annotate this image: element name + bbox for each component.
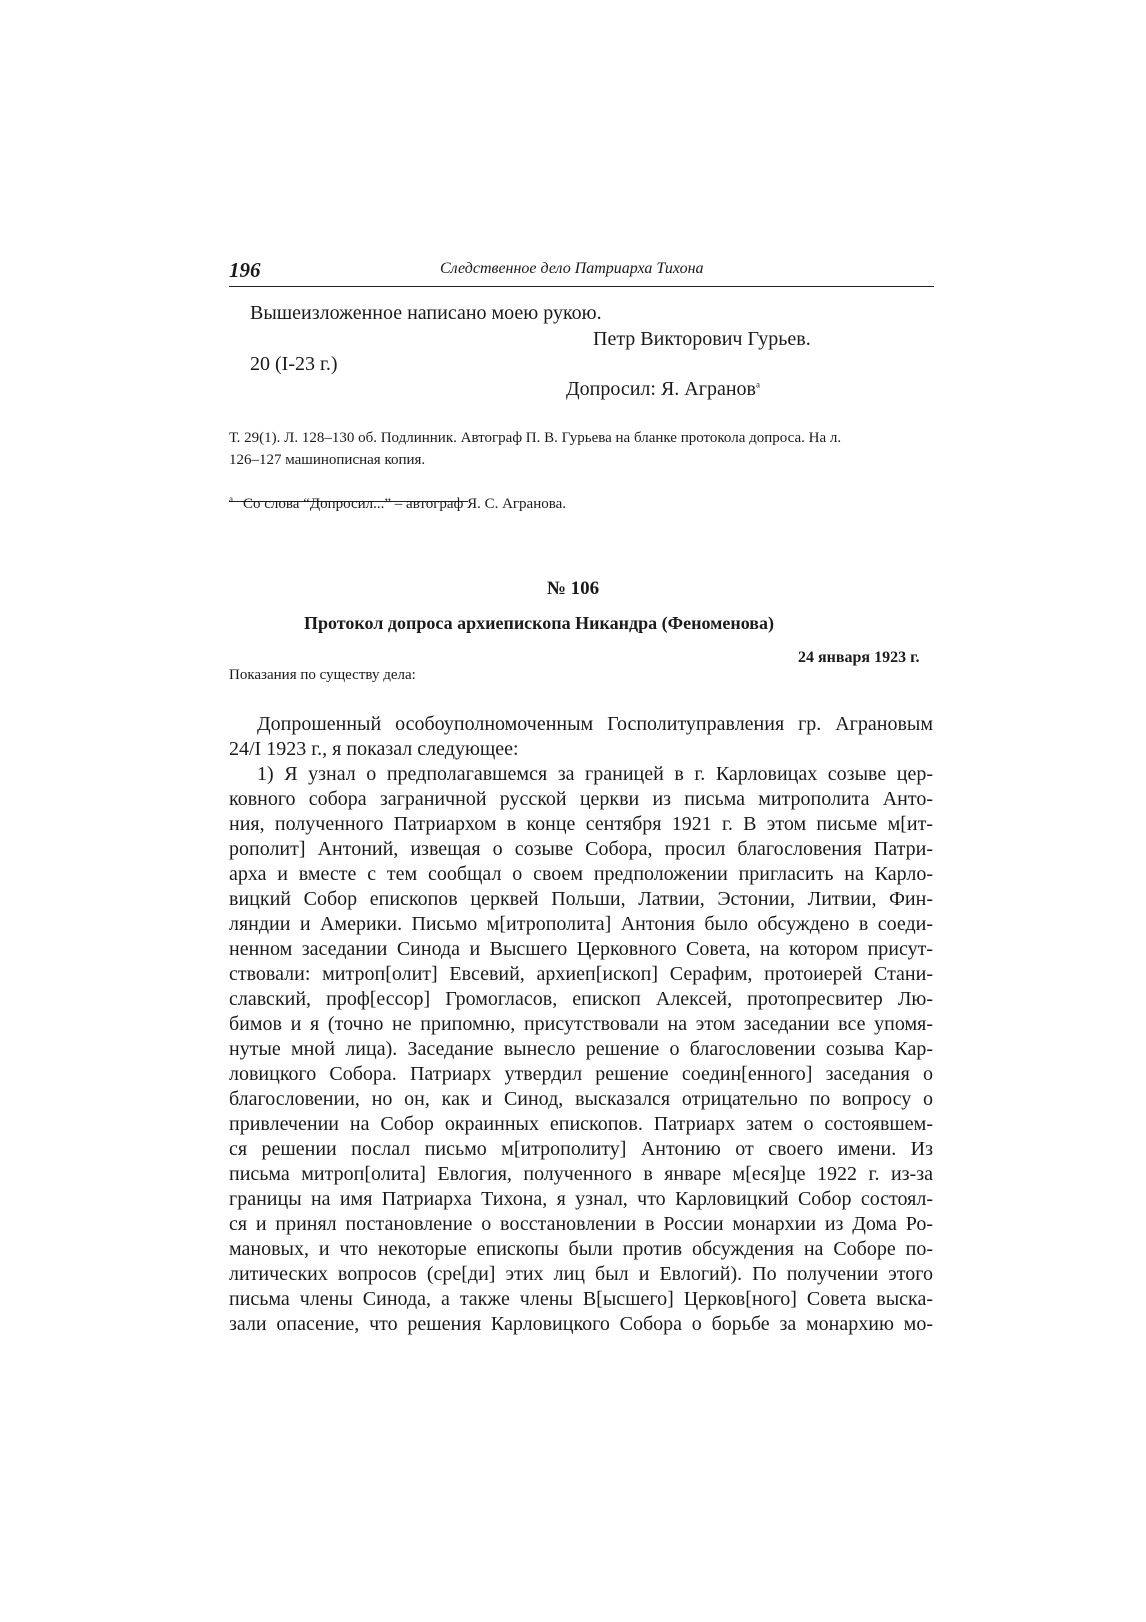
signature-name: Петр Викторович Гурьев. [593, 328, 811, 350]
handwritten-note: Вышеизложенное написано моею рукою. [250, 302, 602, 324]
text-line: литических вопросов (сре[ди] этих лиц был и Евлогий). По получении этого [229, 1263, 933, 1285]
prev-doc-date: 20 (I-23 г.) [250, 353, 338, 375]
text-line: ся и принял постановление о восстановлении в России монархии из Дома Ро- [229, 1213, 933, 1235]
interrogated-by-text: Допросил: Я. Агранов [566, 378, 756, 400]
text-line: письма митроп[олита] Евлогия, полученного в январе м[еся]це 1922 г. из-за [229, 1163, 933, 1185]
document-title: Протокол допроса архиепископа Никандра (Феноменова) [304, 613, 774, 633]
page-number: 196 [229, 258, 261, 282]
text-line: ствовали: митроп[олит] Евсевий, архиеп[ископ] Серафим, протоиерей Стани- [229, 963, 933, 985]
footnote-mark: а [229, 494, 233, 504]
header-divider [229, 286, 934, 287]
footnote-text: Со слова “Допросил...” – автограф Я. С. Агранова. [243, 496, 567, 512]
testimony-text [229, 712, 933, 1337]
interrogated-by [566, 378, 760, 401]
text-line: рополит] Антоний, извещая о созыве Собора, просил благословения Патри- [229, 838, 933, 860]
text-line: 24/I 1923 г., я показал следующее: [229, 738, 519, 760]
document-date: 24 января 1923 г. [798, 649, 920, 666]
text-line: ловицкого Собора. Патриарх утвердил решение соедин[енного] заседания о [229, 1063, 933, 1085]
text-line: 1) Я узнал о предполагавшемся за границей в г. Карловицах созыве цер- [257, 763, 933, 785]
text-line: зали опасение, что решения Карловицкого Собора о борьбе за монархию мо- [229, 1313, 933, 1335]
text-line: ния, полученного Патриархом в конце сентября 1921 г. В этом письме м[ит- [229, 813, 933, 835]
text-line: Допрошенный особоуполномоченным Госполитуправления гр. Аграновым [257, 713, 933, 735]
footnote-ref: а [755, 379, 760, 390]
text-line: бимов и я (точно не припомню, присутствовали на этом заседании все упомя- [229, 1013, 933, 1035]
text-line: арха и вместе с тем сообщал о своем предположении пригласить на Карло- [229, 863, 933, 885]
text-line: славский, проф[ессор] Громогласов, епископ Алексей, протопресвитер Лю- [229, 988, 933, 1010]
text-line: ненном заседании Синода и Высшего Церковного Совета, на котором присут- [229, 938, 933, 960]
text-line: границы на имя Патриарха Тихона, я узнал, что Карловицкий Собор состоял- [229, 1188, 933, 1210]
section-label: Показания по существу дела: [229, 667, 416, 683]
document-number: № 106 [546, 578, 600, 599]
running-title: Следственное дело Патриарха Тихона [440, 260, 704, 277]
text-line: ляндии и Америки. Письмо м[итрополита] Антония было обсуждено в соеди- [229, 913, 933, 935]
text-line: письма члены Синода, а также члены В[ысшего] Церков[ного] Совета выска- [229, 1288, 933, 1310]
text-line: вицкий Собор епископов церквей Польши, Латвии, Эстонии, Литвии, Фин- [229, 888, 933, 910]
text-line: ся решении послал письмо м[итрополиту] Антонию от своего имени. Из [229, 1138, 933, 1160]
archive-reference-line-2: 126–127 машинописная копия. [229, 452, 426, 468]
text-line: мановых, и что некоторые епископы были против обсуждения на Соборе по- [229, 1238, 933, 1260]
archive-reference-line-1: Т. 29(1). Л. 128–130 об. Подлинник. Автограф П. В. Гурьева на бланке протокола допроса. На л. [229, 430, 842, 446]
footnote [229, 496, 566, 513]
text-line: привлечении на Собор окраинных епископов. Патриарх затем о состоявшем- [229, 1113, 933, 1135]
text-line: благословении, но он, как и Синод, высказался отрицательно по вопросу о [229, 1088, 933, 1110]
text-line: ковного собора заграничной русской церкви из письма митрополита Анто- [229, 788, 933, 810]
text-line: нутые мной лица). Заседание вынесло решение о благословении созыва Кар- [229, 1038, 933, 1060]
